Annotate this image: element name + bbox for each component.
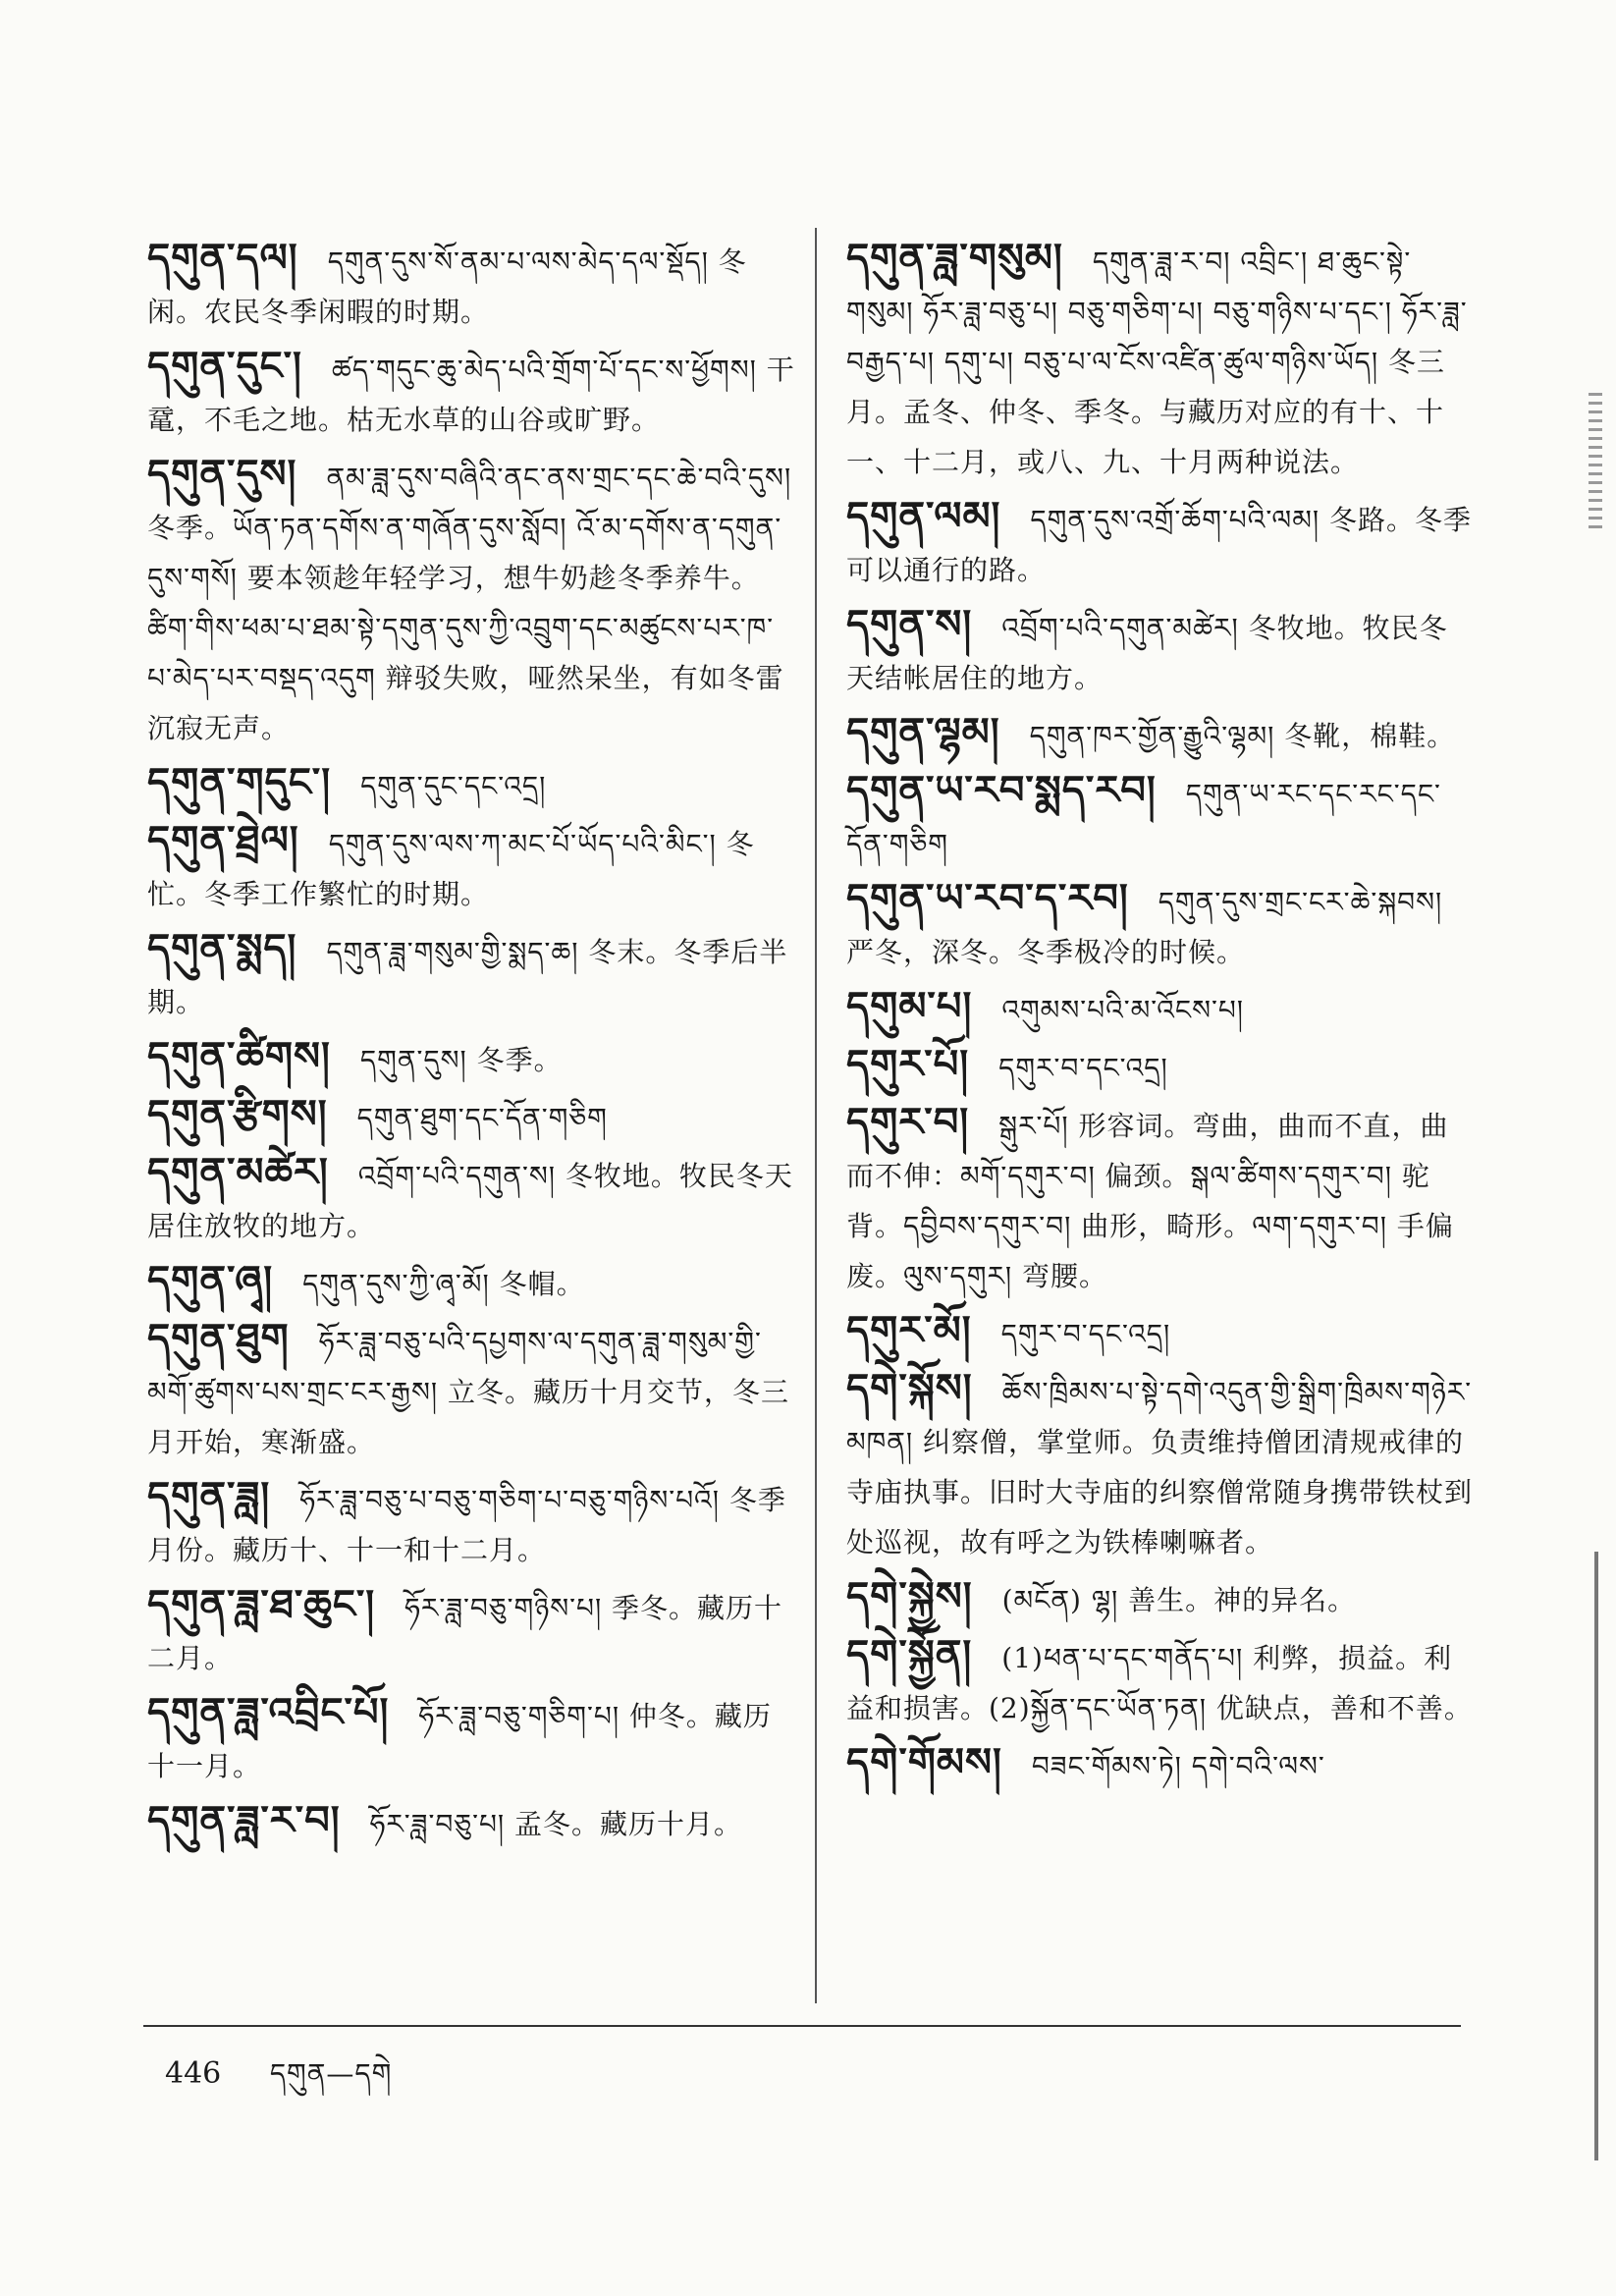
headword: དགུན་ཚིགས།: [147, 1033, 331, 1079]
headword: དགུན་ཡ་རབ་ད་རབ།: [846, 875, 1129, 921]
definition: འབྲོག་པའི་དགུན་ས། 冬牧地。牧民冬天居住放牧的地方。: [147, 1160, 793, 1242]
definition: དགུན་ཐུག་དང་དོན་གཅིག: [356, 1102, 608, 1134]
entry: [846, 1630, 1475, 1734]
headword: དགུན་ས།: [846, 601, 973, 647]
definition: ཧོར་ཟླ་བཅུ་གཅིག་པ། 仲冬。藏历十一月。: [147, 1700, 772, 1782]
entry: [147, 924, 795, 1028]
definition: དགུན་དུས་འགྲོ་ཆོག་པའི་ལམ། 冬路。冬季可以通行的路。: [846, 504, 1472, 586]
definition: དགུན་ཟླ་ར་བ། འབྲིང་། ཐ་ཆུང་སྟེ་གསུམ། ཧོར་ཟླ་བཅུ་པ། བཅུ་གཅིག་པ། བཅུ་གཉིས་པ་དང་། ཧོར་ཟླ་བརྒྱད་པ། དགུ་པ། བཅུ་པ་ལ་ངོས་འཛིན་ཚུལ་གཉིས་ཡོད། 冬三月。孟冬、仲冬、季冬。与藏历对应的有十、十一、十二月，或八、九、十月两种说法。: [846, 246, 1468, 478]
headword: དགེ་སྐོས།: [846, 1365, 973, 1411]
entry: [147, 1472, 795, 1576]
scan-edge-marks: [1589, 393, 1602, 530]
entry: [846, 982, 1475, 1036]
entry: [846, 1738, 1475, 1792]
entry: [147, 1796, 795, 1850]
definition: འབྲོག་པའི་དགུན་མཚེར། 冬牧地。牧民冬天结帐居住的地方。: [846, 612, 1448, 694]
definition: དགུན་དུས་ཀྱི་ཞྭ་མོ། 冬帽。: [302, 1268, 585, 1300]
headword: དགུན་ཡ་རབ་སྨད་རབ།: [846, 767, 1157, 813]
headword: དགུན་ཐུག: [147, 1315, 290, 1361]
headword: དགུན་ཟླ་ཐ་ཆུང་།: [147, 1581, 376, 1627]
entry: [147, 816, 795, 920]
headword: དགུན་མཚེར།: [147, 1149, 329, 1195]
entry: [846, 492, 1475, 596]
headword: དགུར་བ།: [846, 1099, 970, 1145]
entry: [147, 1688, 795, 1792]
definition: སྒུར་པོ། 形容词。弯曲，曲而不直，曲而不伸：མགོ་དགུར་བ། 偏颈。སྒལ་ཚིགས་དགུར་བ། 驼背。དབྱིབས་དགུར་བ། 曲形，畸形。ལག་དགུར་བ། 手偏废。ལུས་དགུར། 弯腰。: [846, 1110, 1454, 1292]
headword: དགུན་སྨད།: [147, 925, 297, 971]
entry: [147, 1256, 795, 1310]
definition: དགུན་ཟླ་གསུམ་གྱི་སྨད་ཆ། 冬末。冬季后半期。: [147, 936, 788, 1018]
definition: འགུམས་པའི་མ་འོངས་པ།: [1001, 994, 1245, 1026]
headword: དགུན་ལམ།: [846, 493, 1001, 539]
headword: དགུན་དུས།: [147, 451, 297, 497]
column-divider: [815, 228, 817, 2003]
right-column: [846, 234, 1475, 1796]
definition: དགུན་དུས་གྲང་ངར་ཆེ་སྐབས། 严冬，深冬。冬季极冷的时候。: [846, 886, 1443, 968]
headword: དགུན་རྩིགས།: [147, 1091, 328, 1137]
entry: [846, 234, 1475, 488]
entry: [147, 450, 795, 754]
definition: དགུན་དུས་སོ་ནམ་པ་ལས་མེད་དལ་སྡོད། 冬闲。农民冬季闲暇的时期。: [147, 246, 747, 328]
headword: དགུན་ཟླ་ར་བ།: [147, 1797, 341, 1843]
entry: [846, 766, 1475, 870]
headword: དགུན་ལྷམ།: [846, 709, 1000, 755]
entry: [147, 1314, 795, 1468]
definition: ཧོར་ཟླ་བཅུ་པ། 孟冬。藏历十月。: [369, 1808, 743, 1840]
entry: [846, 1098, 1475, 1302]
headword: དགུན་ཐྲེལ།: [147, 817, 299, 863]
entry: [846, 874, 1475, 978]
entry: [147, 1580, 795, 1684]
definition: དགུན་དུང་དང་འདྲ།: [360, 770, 547, 802]
definition: ནམ་ཟླ་དུས་བཞིའི་ནང་ནས་གྲང་དང་ཆེ་བའི་དུས། 冬季。ཡོན་ཏན་དགོས་ན་གཞོན་དུས་སློབ། འོ་མ་དགོས་ན་དགུན་དུས་གསོ། 要本领趁年轻学习，想牛奶趁冬季养牛。ཚིག་གིས་ཕམ་པ་ཐམ་སྟེ་དགུན་དུས་ཀྱི་འབྲུག་དང་མཚུངས་པར་ཁ་པ་མེད་པར་བསྡད་འདུག 辩驳失败，哑然呆坐，有如冬雷沉寂无声。: [147, 462, 792, 744]
definition: བཟང་གོམས་ཏེ། དགེ་བའི་ལས་: [1031, 1750, 1325, 1782]
entry: [846, 1040, 1475, 1094]
headword: དགུན་དལ།: [147, 235, 298, 281]
headword: དགུན་ཟླ་གསུམ།: [846, 235, 1063, 281]
headword: དགུན་ཟླ།: [147, 1473, 271, 1519]
entry: [846, 1306, 1475, 1360]
definition: (མངོན) ལྷ། 善生。神的异名。: [1001, 1584, 1357, 1616]
entry: [846, 1572, 1475, 1626]
scan-edge-line: [1594, 1552, 1598, 2160]
entry: [846, 600, 1475, 704]
entry: [147, 1148, 795, 1252]
left-column: [147, 234, 795, 1854]
definition: དགུན་དུས་ལས་ཀ་མང་པོ་ཡོད་པའི་མིང་། 冬忙。冬季工作繁忙的时期。: [147, 828, 755, 910]
page-range: དགུན—དགེ: [269, 2057, 393, 2090]
entry: [846, 1364, 1475, 1568]
footer-rule: [143, 2025, 1461, 2027]
headword: དགེ་གོམས།: [846, 1739, 1002, 1785]
definition: ཧོར་ཟླ་བཅུ་པའི་དཔྱགས་ལ་དགུན་ཟླ་གསུམ་གྱི་མགོ་ཚུགས་པས་གྲང་ངར་རྒྱས། 立冬。藏历十月交节，冬三月开始，寒渐盛。: [147, 1326, 789, 1458]
definition: དགུན་ཡ་རང་དང་རང་དང་དོན་གཅིག: [846, 778, 1441, 860]
headword: དགུར་པོ།: [846, 1041, 970, 1087]
definition: ཚད་གདུང་ཆུ་མེད་པའི་གྲོག་པོ་དང་ས་ཕྱོགས། 干鼋，不毛之地。枯无水草的山谷或旷野。: [147, 354, 795, 436]
definition: ཆོས་ཁྲིམས་པ་སྟེ་དགེ་འདུན་གྱི་སྒྲིག་ཁྲིམས་གཉེར་མཁན། 纠察僧，掌堂师。负责维持僧团清规戒律的寺庙执事。旧时大寺庙的纠察僧常随身携带铁杖到处巡视，故有呼之为铁棒喇嘛者。: [846, 1376, 1474, 1558]
definition: ཧོར་ཟླ་བཅུ་པ་བཅུ་གཅིག་པ་བཅུ་གཉིས་པའོ། 冬季月份。藏历十、十一和十二月。: [147, 1484, 786, 1566]
definition: (1)ཕན་པ་དང་གནོད་པ། 利弊，损益。利益和损害。(2)སྐྱོན་དང་ཡོན་ཏན། 优缺点，善和不善。: [846, 1642, 1473, 1724]
headword: དགེ་སྐྱེས།: [846, 1573, 973, 1619]
entry: [147, 342, 795, 446]
headword: དགུན་ཞྭ།: [147, 1257, 274, 1303]
headword: དགེ་སྐྱོན།: [846, 1631, 973, 1677]
headword: དགུར་མོ།: [846, 1307, 972, 1353]
definition: དགུན་ཁར་གྱོན་རྒྱུའི་ལྷམ། 冬靴，棉鞋。: [1029, 720, 1456, 752]
headword: དགུམ་པ།: [846, 983, 973, 1029]
definition: དགུན་དུས། 冬季。: [359, 1044, 563, 1076]
page-number: 446: [165, 2056, 222, 2091]
definition: ཧོར་ཟླ་བཅུ་གཉིས་པ། 季冬。藏历十二月。: [147, 1592, 783, 1674]
entry: [147, 758, 795, 812]
entry: [846, 708, 1475, 762]
entry: [147, 1090, 795, 1144]
page-footer: [165, 2043, 392, 2120]
definition: དགུར་བ་དང་འདྲ།: [1000, 1318, 1171, 1350]
entry: [147, 1032, 795, 1086]
definition: དགུར་བ་དང་འདྲ།: [998, 1052, 1168, 1084]
headword: དགུན་གདུང་།: [147, 759, 332, 805]
headword: དགུན་དུང་།: [147, 343, 302, 389]
headword: དགུན་ཟླ་འབྲིང་པོ།: [147, 1689, 390, 1735]
entry: [147, 234, 795, 338]
